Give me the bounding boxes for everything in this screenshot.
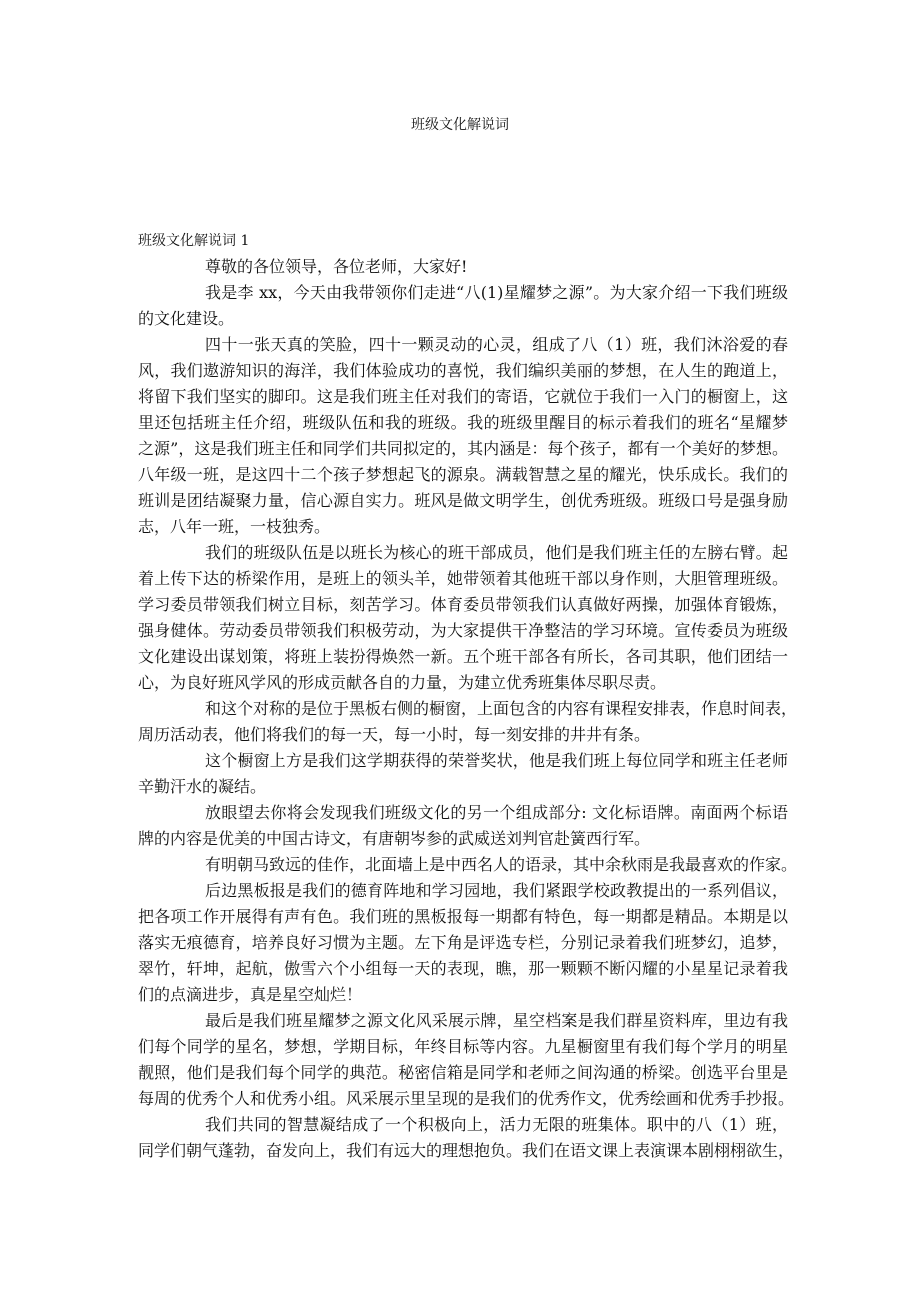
paragraph-line: 强身健体。劳动委员带领我们积极劳动，为大家提供干净整洁的学习环境。宣传委员为班级	[138, 621, 788, 640]
paragraph-line: 我是李 xx，今天由我带领你们走进“八(1)星耀梦之源”。为大家介绍一下我们班级	[205, 283, 788, 302]
paragraph-line: 周历活动表，他们将我们的每一天，每一小时，每一刻安排的井井有条。	[138, 725, 651, 744]
paragraph	[138, 540, 788, 696]
paragraph-line: 同学们朝气蓬勃，奋发向上，我们有远大的理想抱负。我们在语文课上表演课本剧栩栩欲生，	[138, 1141, 795, 1160]
paragraph-line: 靓照，他们是我们每个同学的典范。秘密信箱是同学和老师之间沟通的桥梁。创选平台里是	[138, 1063, 788, 1082]
paragraph-line: 我们共同的智慧凝结成了一个积极向上，活力无限的班集体。职中的八（1）班，	[205, 1115, 788, 1134]
paragraph	[138, 332, 788, 540]
document-title: 班级文化解说词	[411, 117, 509, 133]
paragraph-line: 着上传下达的桥梁作用，是班上的领头羊，她带领着其他班干部以身作则，大胆管理班级。	[138, 569, 788, 588]
paragraph-line: 心，为良好班风学风的形成贡献各自的力量，为建立优秀班集体尽职尽责。	[138, 673, 667, 692]
paragraph-line: 把各项工作开展得有声有色。我们班的黑板报每一期都有特色，每一期都是精品。本期是以	[138, 907, 788, 926]
paragraph-line: 的文化建设。	[138, 309, 235, 328]
paragraph-line: 和这个对称的是位于黑板右侧的橱窗，上面包含的内容有课程安排表，作息时间表，	[205, 699, 798, 718]
paragraph-line: 之源”，这是我们班主任和同学们共同拟定的，其内涵是：每个孩子，都有一个美好的梦想。	[138, 439, 788, 458]
paragraph-line: 后边黑板报是我们的德育阵地和学习园地，我们紧跟学校政教提出的一系列倡议，	[205, 881, 788, 900]
paragraph	[138, 1112, 795, 1164]
paragraph-line: 风，我们遨游知识的海洋，我们体验成功的喜悦，我们编织美丽的梦想，在人生的跑道上，	[138, 361, 788, 380]
paragraph-line: 最后是我们班星耀梦之源文化风采展示牌，星空档案是我们群星资料库，里边有我	[205, 1011, 788, 1030]
paragraph-line: 里还包括班主任介绍，班级队伍和我的班级。我的班级里醒目的标示着我们的班名“星耀梦	[138, 413, 788, 432]
paragraph	[138, 696, 798, 748]
paragraph-line: 辛勤汗水的凝结。	[138, 777, 267, 796]
paragraph-line: 学习委员带领我们树立目标，刻苦学习。体育委员带领我们认真做好两操，加强体育锻炼，	[138, 595, 788, 614]
paragraph-line: 尊敬的各位领导，各位老师，大家好!	[205, 257, 468, 276]
paragraph	[138, 800, 788, 852]
paragraph	[138, 1008, 795, 1112]
paragraph-line: 文化建设出谋划策，将班上装扮得焕然一新。五个班干部各有所长，各司其职，他们团结一	[138, 647, 788, 666]
paragraph	[138, 280, 788, 332]
paragraph-line: 牌的内容是优美的中国古诗文，有唐朝岑参的武威送刘判官赴簧西行军。	[138, 829, 651, 848]
paragraph-line: 志，八年一班，一枝独秀。	[138, 517, 331, 536]
paragraph-line: 翠竹，轩坤，起航，傲雪六个小组每一天的表现，瞧，那一颗颗不断闪耀的小星星记录着我	[138, 959, 788, 978]
paragraph-line: 这个橱窗上方是我们这学期获得的荣誉奖状，他是我们班上每位同学和班主任老师	[205, 751, 788, 770]
paragraph-line: 八年级一班，是这四十二个孩子梦想起飞的源泉。满载智慧之星的耀光，快乐成长。我们的	[138, 465, 788, 484]
paragraph-line: 班训是团结凝聚力量，信心源自实力。班风是做文明学生，创优秀班级。班级口号是强身励	[138, 491, 788, 510]
paragraph-line: 落实无痕德育，培养良好习惯为主题。左下角是评选专栏，分别记录着我们班梦幻，追梦，	[138, 933, 788, 952]
section-heading: 班级文化解说词 1	[138, 233, 250, 249]
paragraph-line: 四十一张天真的笑脸，四十一颗灵动的心灵，组成了八（1）班，我们沐浴爱的春	[205, 335, 788, 354]
paragraph-line: 放眼望去你将会发现我们班级文化的另一个组成部分: 文化标语牌。南面两个标语	[205, 803, 788, 822]
paragraph-line: 们每个同学的星名，梦想，学期目标，年终目标等内容。九星橱窗里有我们每个学月的明星	[138, 1037, 788, 1056]
paragraph	[138, 254, 788, 280]
paragraph-line: 我们的班级队伍是以班长为核心的班干部成员，他们是我们班主任的左膀右臂。起	[205, 543, 788, 562]
paragraph	[138, 852, 798, 878]
document-body	[138, 254, 798, 1164]
paragraph	[138, 878, 788, 1008]
paragraph-line: 每周的优秀个人和优秀小组。风采展示里呈现的是我们的优秀作文，优秀绘画和优秀手抄报。	[138, 1089, 795, 1108]
paragraph-line: 有明朝马致远的佳作，北面墙上是中西名人的语录，其中余秋雨是我最喜欢的作家。	[205, 855, 798, 874]
paragraph-line: 们的点滴进步，真是星空灿烂！	[138, 985, 363, 1004]
paragraph-line: 将留下我们坚实的脚印。这是我们班主任对我们的寄语，它就位于我们一入门的橱窗上，这	[138, 387, 788, 406]
paragraph	[138, 748, 788, 800]
